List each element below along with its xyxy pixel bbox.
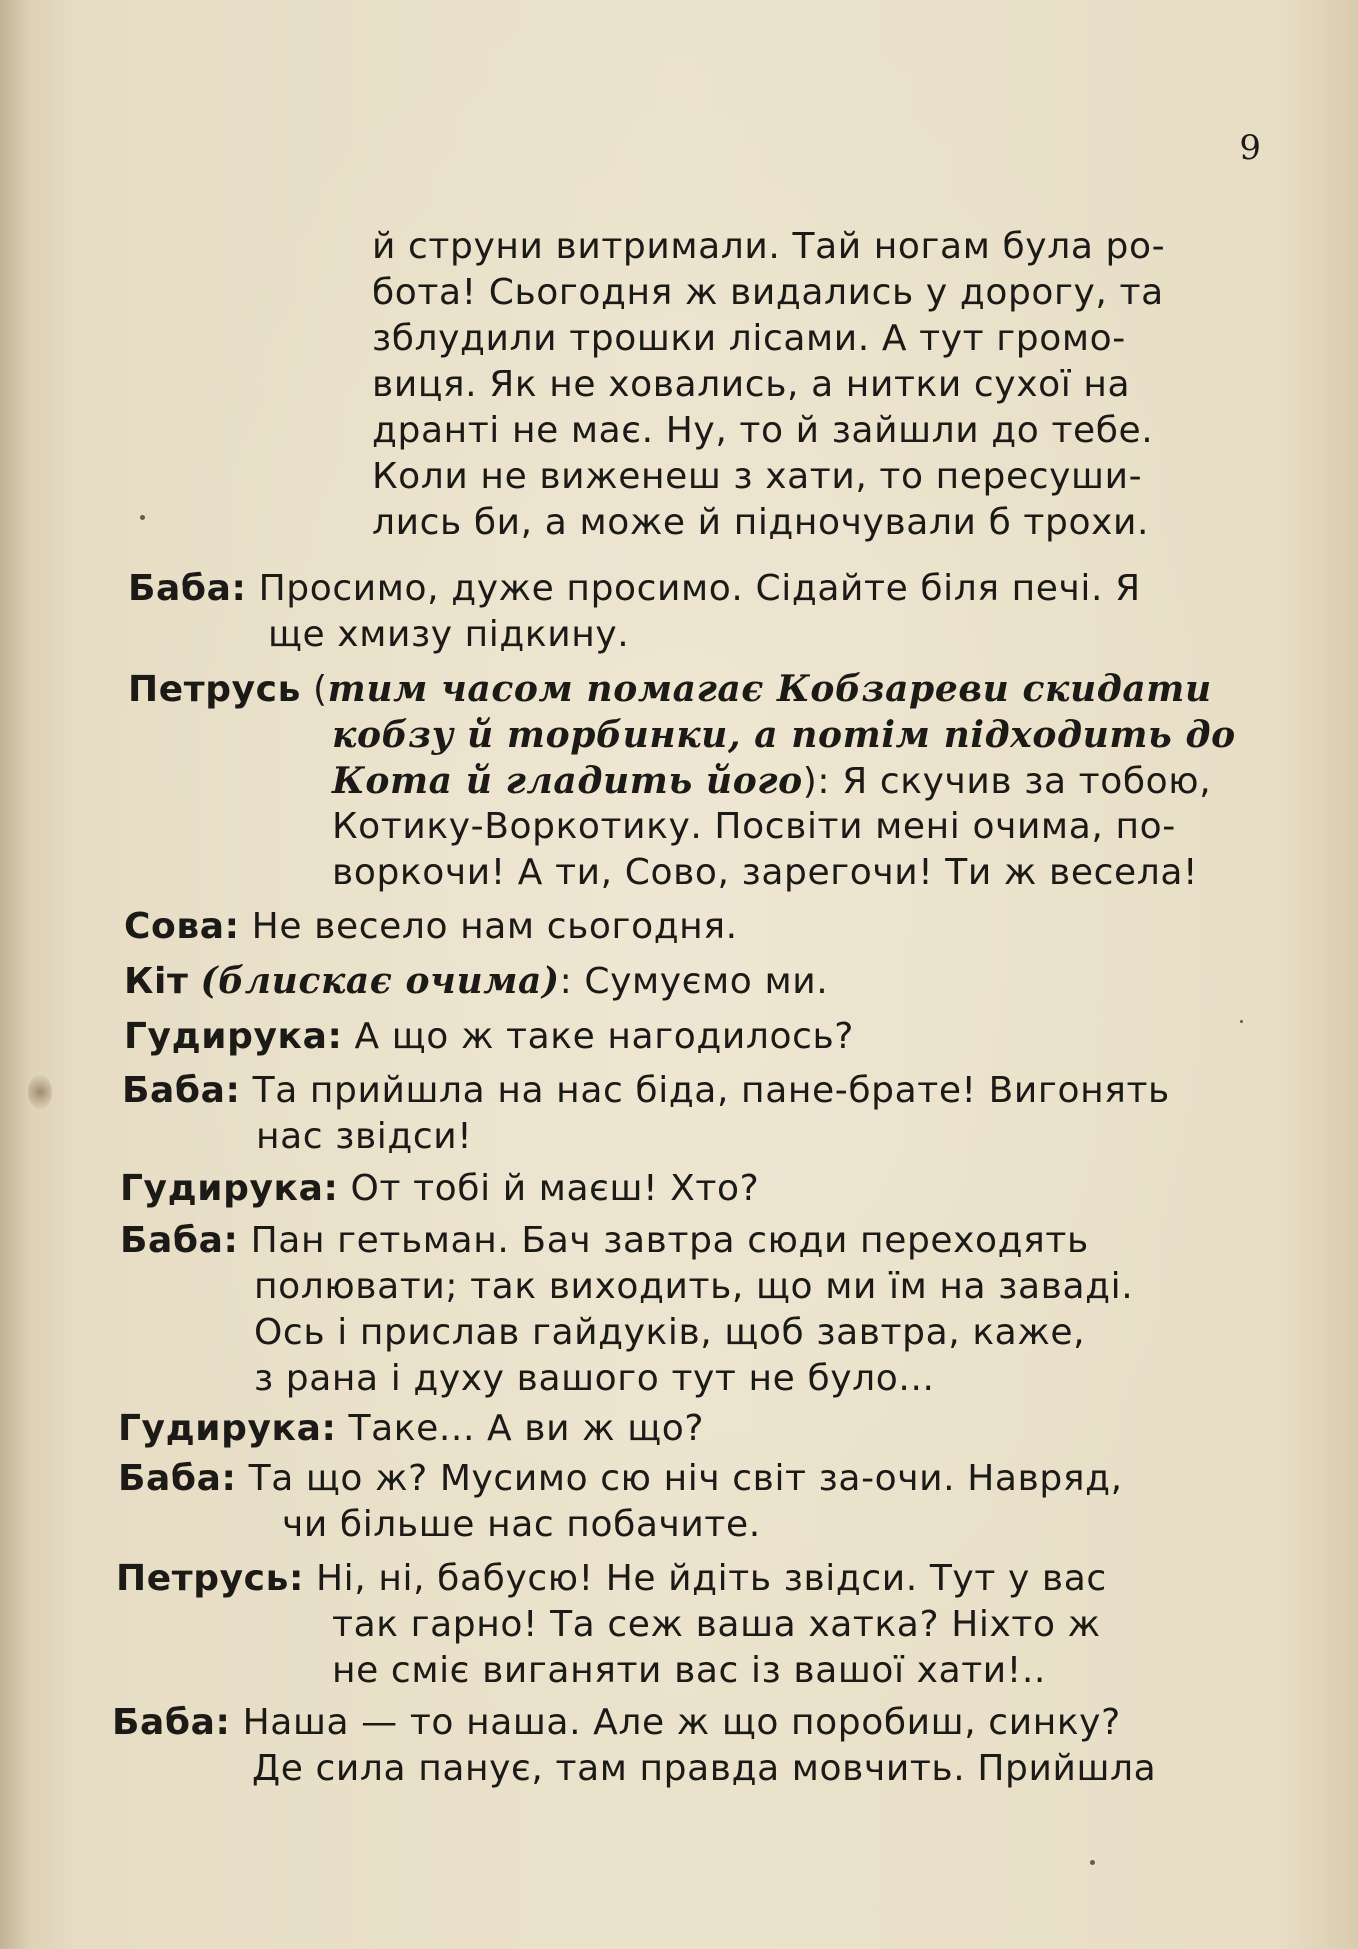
dialogue-text: Та що ж? Мусимо сю ніч світ за-очи. Навряд, bbox=[248, 1458, 1123, 1499]
dialogue-continuation bbox=[256, 1114, 472, 1160]
dialogue-continuation bbox=[332, 1648, 1046, 1694]
text-line: виця. Як не ховались, а нитки сухої на bbox=[372, 364, 1131, 405]
dialogue-text: Та прийшла на нас біда, пане-брате! Вигонять bbox=[252, 1070, 1170, 1111]
dialogue-text: не сміє виганяти вас із вашої хати!.. bbox=[332, 1650, 1046, 1691]
speck bbox=[140, 515, 145, 520]
dialogue-text: Сумуємо ми. bbox=[584, 961, 829, 1002]
dialogue-text: ): Я скучив за тобою, bbox=[802, 761, 1212, 802]
stage-direction-line bbox=[332, 758, 1211, 805]
dialogue-text: з рана і духу вашого тут не було... bbox=[254, 1358, 935, 1399]
dialogue-text: А що ж таке нагодилось? bbox=[354, 1016, 854, 1057]
speck bbox=[1090, 1860, 1095, 1865]
stage-direction: кобзу й торбинки, а потім підходить до bbox=[332, 714, 1236, 756]
colon: : bbox=[559, 961, 573, 1002]
dialogue-continuation bbox=[254, 1310, 1085, 1356]
stage-direction-line bbox=[332, 712, 1236, 759]
speaker-name: Баба: bbox=[118, 1458, 237, 1499]
dialogue-text: Таке... А ви ж що? bbox=[348, 1408, 705, 1449]
text-line: зблудили трошки лісами. А тут громо- bbox=[372, 318, 1126, 359]
dialogue-hudyruka-1 bbox=[124, 1014, 854, 1060]
dialogue-continuation bbox=[332, 1602, 1101, 1648]
dialogue-text: Просимо, дуже просимо. Сідайте біля печі. Я bbox=[258, 568, 1141, 609]
dialogue-continuation bbox=[254, 1356, 935, 1402]
page-number: 9 bbox=[1239, 128, 1262, 168]
dialogue-text: чи більше нас побачите. bbox=[282, 1504, 761, 1545]
speaker-name: Гудирука: bbox=[120, 1168, 339, 1209]
dialogue-text: ще хмизу підкину. bbox=[268, 614, 630, 655]
speck bbox=[1240, 1020, 1243, 1023]
stage-direction: тим часом помагає Кобзареви скидати bbox=[327, 668, 1212, 710]
intro-paragraph bbox=[372, 224, 1252, 546]
speaker-name: Баба: bbox=[122, 1070, 241, 1111]
speaker-name: Баба: bbox=[120, 1220, 239, 1261]
dialogue-text: полювати; так виходить, що ми їм на заваді. bbox=[254, 1266, 1134, 1307]
dialogue-continuation bbox=[254, 1264, 1133, 1310]
dialogue-petrus-1 bbox=[128, 666, 1212, 713]
text-line: Коли не виженеш з хати, то пересуши- bbox=[372, 456, 1143, 497]
speaker-name: Баба: bbox=[128, 568, 247, 609]
dialogue-baba-1 bbox=[128, 566, 1141, 612]
speaker-name: Гудирука: bbox=[124, 1016, 343, 1057]
text-line: й струни витримали. Тай ногам була ро- bbox=[372, 226, 1166, 267]
dialogue-baba-3 bbox=[120, 1218, 1089, 1264]
dialogue-kit-1 bbox=[124, 958, 828, 1005]
dialogue-text: так гарно! Та сеж ваша хатка? Ніхто ж bbox=[332, 1604, 1101, 1645]
speaker-name: Баба: bbox=[112, 1702, 231, 1743]
page-edge-shadow bbox=[0, 0, 30, 1949]
dialogue-baba-2 bbox=[122, 1068, 1170, 1114]
dialogue-text: Котику-Воркотику. Посвіти мені очима, по- bbox=[332, 806, 1176, 847]
dialogue-continuation bbox=[332, 804, 1176, 850]
dialogue-continuation bbox=[332, 850, 1198, 896]
dialogue-baba-4 bbox=[118, 1456, 1123, 1502]
dialogue-text: Не весело нам сьогодня. bbox=[251, 906, 738, 947]
text-line: дранті не має. Ну, то й зайшли до тебе. bbox=[372, 410, 1154, 451]
paren-open: ( bbox=[313, 669, 328, 710]
speaker-name: Кіт bbox=[124, 961, 189, 1002]
speaker-name: Гудирука: bbox=[118, 1408, 337, 1449]
dialogue-continuation bbox=[282, 1502, 761, 1548]
dialogue-hudyruka-3 bbox=[118, 1406, 704, 1452]
dialogue-text: воркочи! А ти, Сово, зарегочи! Ти ж весела! bbox=[332, 852, 1199, 893]
dialogue-continuation bbox=[268, 612, 629, 658]
dialogue-text: Ось і прислав гайдуків, щоб завтра, каже, bbox=[254, 1312, 1086, 1353]
dialogue-hudyruka-2 bbox=[120, 1166, 759, 1212]
dialogue-text: Пан гетьман. Бач завтра сюди переходять bbox=[250, 1220, 1089, 1261]
speaker-name: Сова: bbox=[124, 906, 240, 947]
dialogue-text: нас звідси! bbox=[256, 1116, 473, 1157]
speaker-name: Петрусь: bbox=[116, 1558, 304, 1599]
text-line: бота! Сьогодня ж видались у дорогу, та bbox=[372, 272, 1164, 313]
dialogue-text: От тобі й маєш! Хто? bbox=[350, 1168, 760, 1209]
dialogue-text: Наша — то наша. Але ж що поробиш, синку? bbox=[242, 1702, 1121, 1743]
stage-direction: (блискає очима) bbox=[200, 960, 560, 1002]
dialogue-text: Ні, ні, бабусю! Не йдіть звідси. Тут у вас bbox=[316, 1558, 1107, 1599]
dialogue-sova-1 bbox=[124, 904, 738, 950]
dialogue-baba-5 bbox=[112, 1700, 1121, 1746]
dialogue-continuation bbox=[252, 1746, 1156, 1792]
dialogue-petrus-2 bbox=[116, 1556, 1107, 1602]
stage-direction: Кота й гладить його bbox=[332, 760, 803, 802]
text-line: лись би, а може й підночували б трохи. bbox=[372, 502, 1150, 543]
speaker-name: Петрусь bbox=[128, 669, 301, 710]
ink-stain bbox=[28, 1075, 52, 1109]
dialogue-text: Де сила панує, там правда мовчить. Прийшла bbox=[252, 1748, 1157, 1789]
